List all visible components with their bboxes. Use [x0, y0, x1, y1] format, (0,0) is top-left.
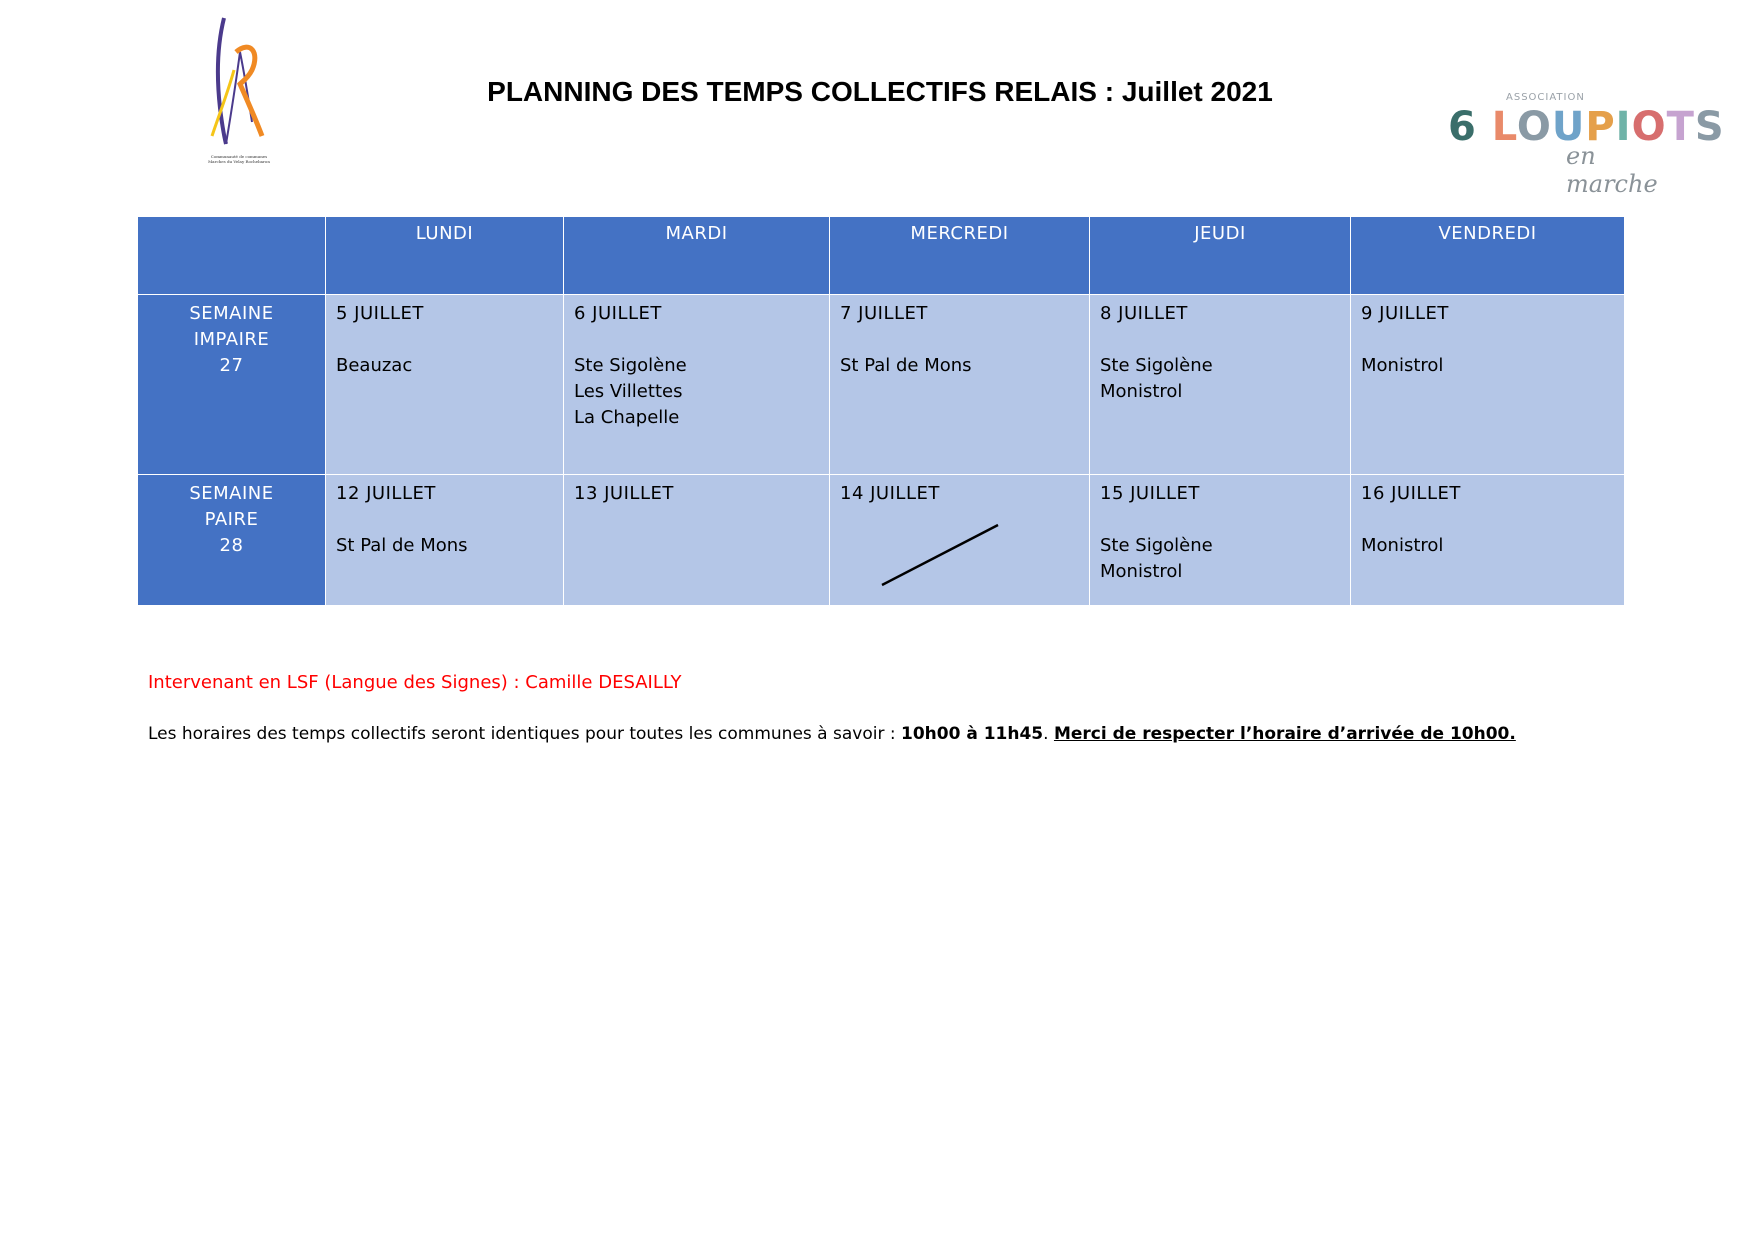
header-day-mardi: MARDI: [564, 217, 830, 295]
logo-brand-letter: [1477, 104, 1492, 150]
logo-caption-1: Communauté de communes: [210, 154, 268, 159]
day-date: 12 JUILLET: [336, 483, 436, 504]
place-name: La Chapelle: [574, 407, 680, 428]
week-label: [138, 295, 326, 475]
day-cell-jeudi: [1090, 475, 1351, 606]
logo-caption-2: Marches du Velay Rochebaron: [208, 159, 270, 164]
header-day-lundi: LUNDI: [326, 217, 564, 295]
logo-brand-letter: T: [1666, 104, 1695, 150]
day-cell-mercredi: [830, 295, 1090, 475]
week-label-line: 28: [219, 535, 244, 556]
day-cell-vendredi: [1351, 295, 1625, 475]
day-cell-lundi: [326, 475, 564, 606]
logo-brand-letter: U: [1551, 104, 1586, 150]
place-name: Monistrol: [1100, 381, 1183, 402]
table-header-row: [138, 217, 1625, 295]
week-label-line: SEMAINE: [189, 303, 274, 324]
day-cell-mardi: [564, 295, 830, 475]
day-date: 9 JUILLET: [1361, 303, 1449, 324]
hours-note: [148, 724, 1516, 744]
logo-right: [1448, 90, 1725, 198]
day-cell-jeudi: [1090, 295, 1351, 475]
logo-brand-letter: P: [1585, 104, 1616, 150]
place-name: Ste Sigolène: [574, 355, 687, 376]
day-cell-lundi: [326, 295, 564, 475]
place-name: Ste Sigolène: [1100, 355, 1213, 376]
logo-brand-letter: S: [1694, 104, 1725, 150]
logo-association: ASSOCIATION: [1506, 92, 1585, 103]
week-label: [138, 475, 326, 606]
mr-logo-icon: [206, 12, 272, 152]
day-date: 7 JUILLET: [840, 303, 928, 324]
header-day-vendredi: VENDREDI: [1351, 217, 1625, 295]
header-day-jeudi: JEUDI: [1090, 217, 1351, 295]
week-label-line: 27: [219, 355, 244, 376]
week-label-line: IMPAIRE: [193, 329, 270, 350]
week-label-line: SEMAINE: [189, 483, 274, 504]
hours-separator: .: [1043, 724, 1054, 744]
day-date: 15 JUILLET: [1100, 483, 1200, 504]
week-label-line: PAIRE: [204, 509, 259, 530]
hours-prefix: Les horaires des temps collectifs seront identiques pour toutes les communes à savoir :: [148, 724, 901, 744]
logo-brand-letter: 6: [1448, 104, 1477, 150]
hours-range: 10h00 à 11h45: [900, 724, 1044, 744]
no-session-strike-icon: [880, 523, 1000, 587]
day-date: 13 JUILLET: [574, 483, 674, 504]
day-date: 14 JUILLET: [840, 483, 940, 504]
lsf-note: Intervenant en LSF (Langue des Signes) : Camille DESAILLY: [148, 672, 682, 693]
day-date: 16 JUILLET: [1361, 483, 1461, 504]
logo-brand-letter: L: [1491, 104, 1517, 150]
logo-brand-letter: I: [1615, 104, 1632, 150]
place-name: St Pal de Mons: [840, 355, 972, 376]
place-name: St Pal de Mons: [336, 535, 468, 556]
place-name: Les Villettes: [574, 381, 683, 402]
header-day-mercredi: MERCREDI: [830, 217, 1090, 295]
logo-tagline: en marche: [1566, 142, 1658, 198]
logo-brand-letter: O: [1631, 104, 1667, 150]
day-cell-vendredi: [1351, 475, 1625, 606]
place-name: Monistrol: [1361, 355, 1444, 376]
day-date: 6 JUILLET: [574, 303, 662, 324]
place-name: Ste Sigolène: [1100, 535, 1213, 556]
table-row: [138, 295, 1625, 475]
arrival-reminder: Merci de respecter l’horaire d’arrivée de 10h00.: [1053, 724, 1516, 744]
logo-left: [206, 12, 272, 164]
header-empty-cell: [138, 217, 326, 295]
day-date: 8 JUILLET: [1100, 303, 1188, 324]
table-row: [138, 475, 1625, 606]
logo-brand-letter: O: [1516, 104, 1552, 150]
day-date: 5 JUILLET: [336, 303, 424, 324]
place-name: Monistrol: [1361, 535, 1444, 556]
day-cell-mardi: [564, 475, 830, 606]
place-name: Beauzac: [336, 355, 413, 376]
place-name: Monistrol: [1100, 561, 1183, 582]
planning-table: [137, 216, 1625, 606]
day-cell-mercredi: [830, 475, 1090, 606]
page-title: PLANNING DES TEMPS COLLECTIFS RELAIS : Juillet 2021: [487, 76, 1273, 107]
